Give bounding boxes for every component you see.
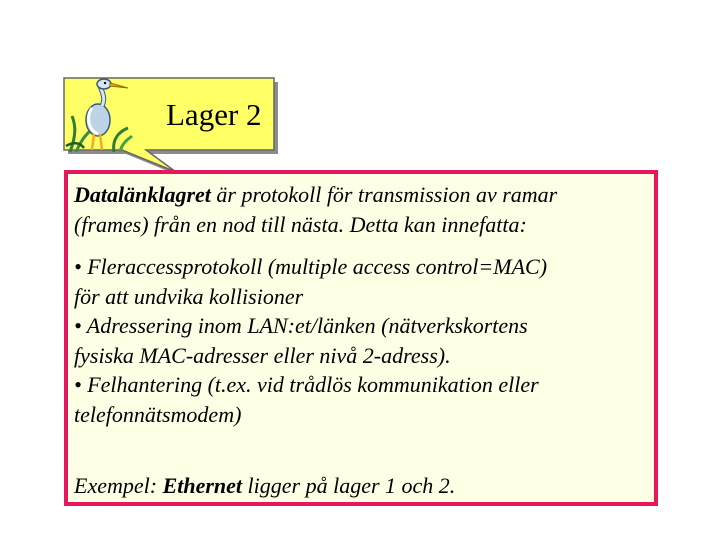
- bullet-line-1: • Fleraccessprotokoll (multiple access control=MAC): [74, 254, 548, 279]
- list-item: [74, 252, 547, 311]
- bullet-line-2: fysiska MAC-adresser eller nivå 2-adress).: [74, 342, 451, 368]
- intro-line-1: [74, 180, 557, 210]
- bullet-line-1: • Adressering inom LAN:et/länken (nätverkskortens: [74, 313, 528, 338]
- example-term: Ethernet: [162, 473, 243, 498]
- example-rest: ligger på lager 1 och 2.: [242, 473, 456, 498]
- bullet-line-2: telefonnätsmodem): [74, 401, 242, 427]
- intro-line-2: (frames) från en nod till nästa. Detta kan innefatta:: [74, 211, 527, 237]
- example-prefix: Exempel:: [74, 473, 163, 498]
- heron-icon: [62, 76, 134, 154]
- list-item: [74, 370, 547, 429]
- content-box: [64, 170, 658, 506]
- bullet-list: [74, 252, 547, 429]
- intro-rest: är protokoll för transmission av ramar: [210, 182, 558, 207]
- example-line: [74, 471, 455, 501]
- slide-title: Lager 2: [166, 97, 262, 132]
- bullet-line-1: • Felhantering (t.ex. vid trådlös kommunikation eller: [74, 372, 539, 397]
- title-callout: [62, 76, 280, 154]
- list-item: [74, 311, 547, 370]
- intro-paragraph: [74, 180, 557, 239]
- bullet-line-2: för att undvika kollisioner: [74, 283, 304, 309]
- intro-term: Datalänklagret: [74, 182, 211, 207]
